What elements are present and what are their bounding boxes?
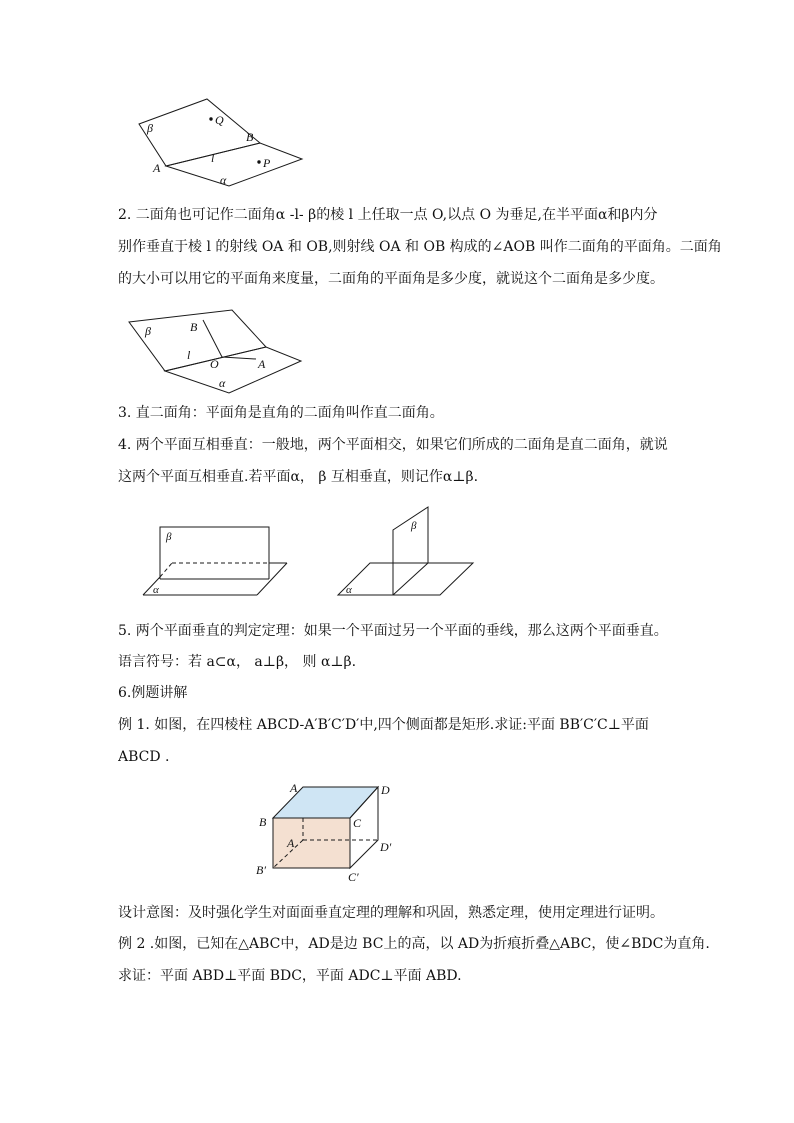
point-q-dot	[209, 117, 212, 120]
front-face	[273, 818, 350, 868]
label-a: A	[258, 357, 266, 371]
label-a: A	[153, 161, 161, 175]
figure-plane-angle	[129, 310, 301, 393]
label-b-prime: B′	[256, 863, 266, 877]
plane-alpha	[338, 563, 473, 595]
section-4-line-2: 这两个平面互相垂直.若平面α， β 互相垂直，则记作α⊥β.	[118, 469, 479, 485]
label-b: B	[246, 130, 254, 144]
intersection-line	[393, 563, 428, 595]
section-2-line-1: 2. 二面角也可记作二面角α -l- β的棱 l 上任取一点 O,以点 O 为垂足,在半平面α和β内分	[118, 207, 658, 223]
example-2-line-1: 例 2 .如图，已知在△ABC中，AD是边 BC上的高，以 AD为折痕折叠△ABC，使∠BDC为直角.	[118, 936, 710, 952]
figure-dihedral-angle-points	[139, 99, 302, 187]
section-5-text: 5. 两个平面垂直的判定定理：如果一个平面过另一个平面的垂线，那么这两个平面垂直。	[118, 623, 668, 639]
point-p-dot	[257, 160, 260, 163]
label-l: l	[211, 151, 215, 165]
label-a-prime: A	[287, 836, 295, 850]
example-1-line-1: 例 1. 如图，在四棱柱 ABCD-A′B′C′D′中,四个侧面都是矩形.求证:平面 BB′C′C⊥平面	[118, 717, 649, 733]
ray-oa	[222, 357, 256, 359]
notation-text: 语言符号：若 a⊂α， a⊥β， 则 α⊥β.	[118, 654, 357, 670]
label-beta: β	[145, 324, 151, 338]
label-b: B	[259, 815, 267, 829]
figure-prism	[256, 781, 392, 884]
ray-ob	[203, 320, 222, 357]
top-face	[273, 787, 378, 818]
label-beta: β	[147, 121, 153, 135]
label-b: B	[190, 320, 198, 334]
example-2-line-2: 求证：平面 ABD⊥平面 BDC，平面 ADC⊥平面 ABD.	[118, 968, 462, 984]
label-alpha: α	[346, 584, 352, 596]
section-3-text: 3. 直二面角：平面角是直角的二面角叫作直二面角。	[118, 405, 444, 421]
label-q: Q	[215, 113, 224, 127]
label-alpha: α	[219, 376, 226, 390]
label-l: l	[187, 348, 191, 362]
label-d: D	[381, 783, 390, 797]
plane-alpha	[166, 143, 302, 186]
plane-beta	[139, 99, 260, 166]
figure-perpendicular-planes-left	[143, 527, 287, 596]
label-a: A	[290, 781, 298, 795]
label-alpha: α	[220, 173, 227, 187]
section-6-heading: 6.例题讲解	[118, 685, 188, 701]
label-p: P	[263, 156, 271, 170]
plane-beta	[129, 310, 266, 371]
label-c: C	[353, 816, 362, 830]
label-o: O	[210, 357, 219, 371]
section-2-line-2: 别作垂直于棱 l 的射线 OA 和 OB,则射线 OA 和 OB 构成的∠AOB 叫作二面角的平面角。二面角	[118, 239, 722, 255]
figure-perpendicular-planes-right	[338, 507, 473, 596]
design-intent-text: 设计意图：及时强化学生对面面垂直定理的理解和巩固，熟悉定理，使用定理进行证明。	[118, 905, 664, 921]
label-c-prime: C′	[348, 870, 359, 884]
section-2-line-3: 的大小可以用它的平面角来度量，二面角的平面角是多少度，就说这个二面角是多少度。	[118, 271, 664, 287]
label-d-prime: D′	[380, 840, 392, 854]
plane-beta	[160, 527, 269, 579]
label-beta: β	[166, 531, 172, 543]
example-1-line-2: ABCD .	[118, 749, 170, 765]
plane-alpha	[165, 347, 301, 393]
label-beta: β	[411, 520, 417, 532]
label-alpha: α	[153, 584, 159, 596]
section-4-line-1: 4. 两个平面互相垂直：一般地，两个平面相交，如果它们所成的二面角是直二面角，就说	[118, 437, 668, 453]
alpha-hidden-left-edge	[160, 563, 172, 577]
